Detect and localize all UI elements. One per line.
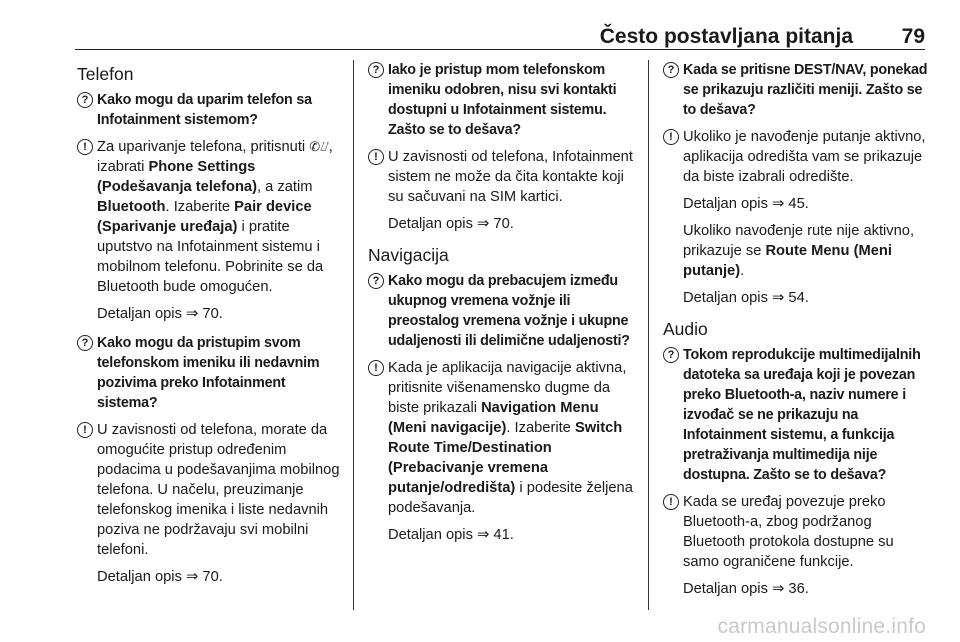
page-reference[interactable]: Detaljan opis ⇒ 70.	[388, 216, 514, 232]
watermark: carmanualsonline.info	[717, 615, 926, 638]
question-icon: ?	[77, 92, 93, 108]
column-divider	[648, 60, 649, 610]
faq-question: ? Iako je pristup mom telefonskom imeniku odobren, nisu svi kontakti dostupni u Infotainment sistemu. Zašto se to dešava?	[368, 60, 636, 140]
page-reference[interactable]: Detaljan opis ⇒ 41.	[388, 527, 514, 543]
arrow-icon: ⇒	[772, 581, 785, 597]
page-reference[interactable]: Detaljan opis ⇒ 54.	[683, 290, 809, 306]
exclamation-icon: !	[77, 422, 93, 438]
faq-question: ? Kako mogu da pristupim svom telefonskom imeniku ili nedavnim pozivima preko Infotainment sistema?	[77, 333, 349, 413]
column-1	[77, 60, 349, 587]
exclamation-icon: !	[663, 129, 679, 145]
arrow-icon: ⇒	[772, 196, 785, 212]
page-number: 79	[901, 25, 925, 48]
arrow-icon: ⇒	[772, 290, 785, 306]
page-reference[interactable]: Detaljan opis ⇒ 70.	[97, 569, 223, 585]
page-reference[interactable]: Detaljan opis ⇒ 45.	[683, 196, 809, 212]
question-icon: ?	[663, 62, 679, 78]
page-reference[interactable]: Detaljan opis ⇒ 70.	[97, 306, 223, 322]
faq-answer: ! U zavisnosti od telefona, Infotainment sistem ne može da čita kontakte koji su sačuvani na SIM kartici.	[368, 147, 636, 207]
page-title: Često postavljana pitanja	[599, 25, 853, 48]
faq-question: ? Kako mogu da prebacujem između ukupnog vremena vožnje ili preostalog vremena vožnje i ukupne udaljenosti ili delimične udaljenosti?	[368, 271, 636, 351]
section-title-navigacija: Navigacija	[368, 245, 449, 265]
faq-answer: ! Kada je aplikacija navigacije aktivna, pritisnite višenamensko dugme da biste prikazali Navigation Menu (Meni navigacije). Izaberite Switch Route Time/Destination (Prebacivanje vremena putanje/odredišta) i podesite željena podešavanja.	[368, 358, 636, 518]
arrow-icon: ⇒	[477, 216, 490, 232]
faq-question: ? Tokom reprodukcije multimedijalnih datoteka sa uređaja koji je povezan preko Bluetooth-a, naziv numere i izvođač se ne prikazuju na Infotainment sistemu, a funkcija pretraživanja multimedija nije dostupna. Zašto se to dešava?	[663, 345, 931, 485]
phone-icon: ✆⌰	[309, 139, 329, 154]
faq-answer: ! Za uparivanje telefona, pritisnuti ✆⌰, izabrati Phone Settings (Podešavanja telefona), a zatim Bluetooth. Izaberite Pair device (Sparivanje uređaja) i pratite uputstvo na Infotainment sistemu i mobilnom telefonu. Pobrinite se da Bluetooth bude omogućen.	[77, 137, 349, 297]
question-icon: ?	[368, 273, 384, 289]
exclamation-icon: !	[663, 494, 679, 510]
section-title-audio: Audio	[663, 319, 708, 339]
section-title-telefon: Telefon	[77, 64, 134, 84]
column-2	[368, 60, 636, 545]
faq-answer-continued: Ukoliko navođenje rute nije aktivno, prikazuje se Route Menu (Meni putanje).	[683, 223, 915, 279]
faq-answer: ! Ukoliko je navođenje putanje aktivno, aplikacija odredišta vam se prikazuje da biste izabrali odredište.	[663, 127, 931, 187]
arrow-icon: ⇒	[186, 569, 199, 585]
faq-answer: ! Kada se uređaj povezuje preko Bluetooth-a, zbog podržanog Bluetooth protokola dostupne su samo ograničene funkcije.	[663, 492, 931, 572]
faq-question: ? Kako mogu da uparim telefon sa Infotainment sistemom?	[77, 90, 349, 130]
exclamation-icon: !	[77, 139, 93, 155]
column-3	[663, 60, 931, 599]
question-icon: ?	[663, 347, 679, 363]
question-icon: ?	[368, 62, 384, 78]
column-divider	[353, 60, 354, 610]
faq-answer: ! U zavisnosti od telefona, morate da omogućite pristup određenim podacima u podešavanjima mobilnog telefona. U načelu, preuzimanje telefonskog imenika i liste nedavnih poziva ne podržavaju svi mobilni telefoni.	[77, 420, 349, 560]
exclamation-icon: !	[368, 149, 384, 165]
page-header	[75, 23, 925, 50]
question-icon: ?	[77, 335, 93, 351]
page-reference[interactable]: Detaljan opis ⇒ 36.	[683, 581, 809, 597]
arrow-icon: ⇒	[186, 306, 199, 322]
arrow-icon: ⇒	[477, 527, 490, 543]
exclamation-icon: !	[368, 360, 384, 376]
faq-question: ? Kada se pritisne DEST/NAV, ponekad se prikazuju različiti meniji. Zašto se to dešava?	[663, 60, 931, 120]
